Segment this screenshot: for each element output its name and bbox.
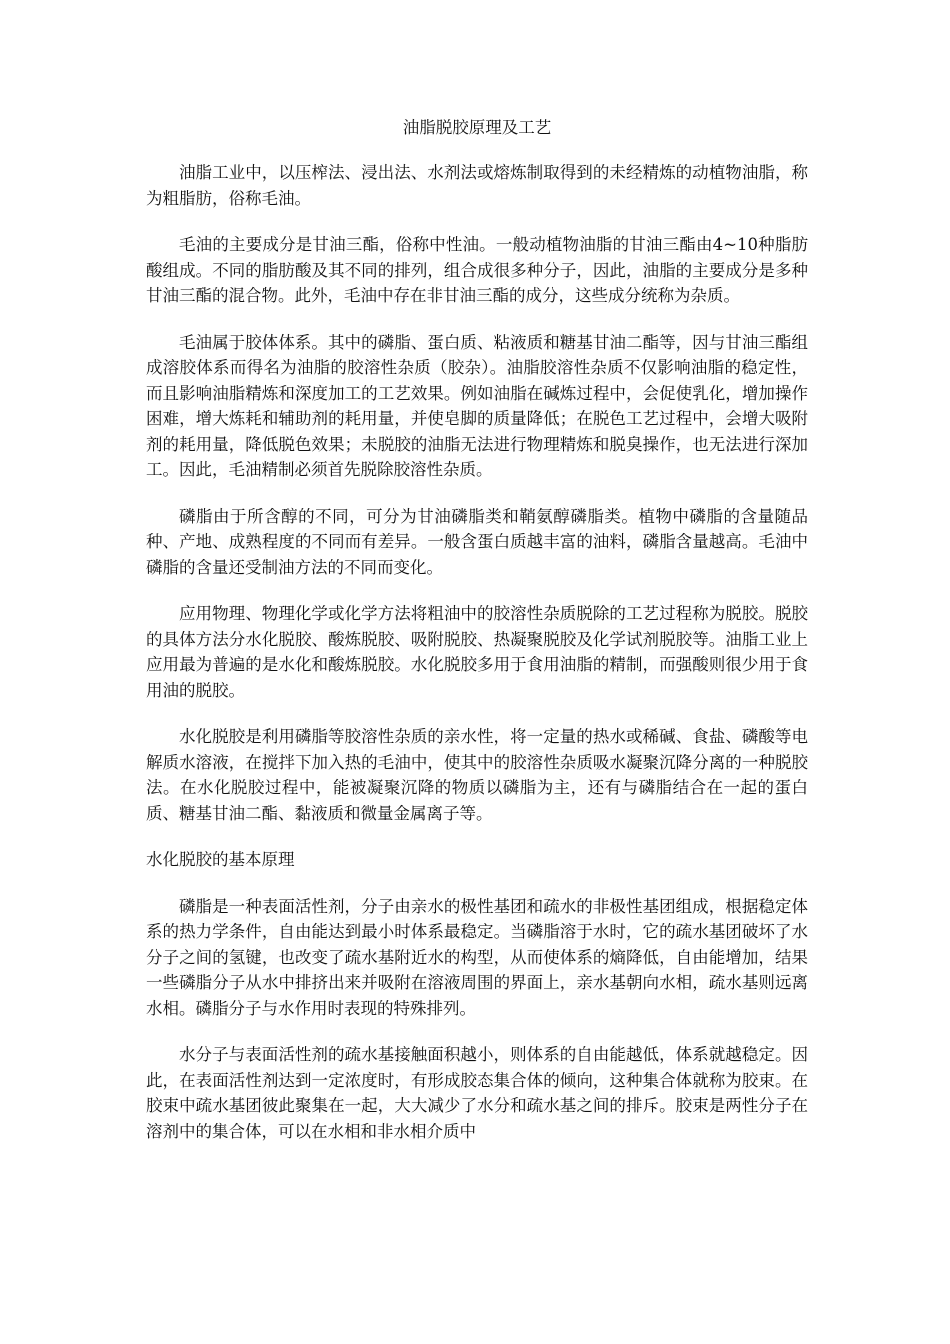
paragraph-degumming-methods: 应用物理、物理化学或化学方法将粗油中的胶溶性杂质脱除的工艺过程称为脱胶。脱胶的具体方法分水化脱胶、酸炼脱胶、吸附脱胶、热凝聚脱胶及化学试剂脱胶等。油脂工业上应用最为普遍的是水化和酸炼脱胶。水化脱胶多用于食用油脂的精制，而强酸则很少用于食用油的脱胶。	[146, 604, 808, 700]
paragraph-surfactant: 磷脂是一种表面活性剂，分子由亲水的极性基团和疏水的非极性基团组成，根据稳定体系的热力学条件，自由能达到最小时体系最稳定。当磷脂溶于水时，它的疏水基团破坏了水分子之间的氢键，也改变了疏水基附近水的构型，从而使体系的熵降低，自由能增加，结果一些磷脂分子从水中排挤出来并吸附在溶液周围的界面上，亲水基朝向水相，疏水基则远离水相。磷脂分子与水作用时表现的特殊排列。	[146, 896, 808, 1018]
document-title: 油脂脱胶原理及工艺	[402, 118, 552, 137]
paragraph-composition: 毛油的主要成分是甘油三酯，俗称中性油。一般动植物油脂的甘油三酯由4~10种脂肪酸组成。不同的脂肪酸及其不同的排列，组合成很多种分子，因此，油脂的主要成分是多种甘油三酯的混合物。此外，毛油中存在非甘油三酯的成分，这些成分统称为杂质。	[146, 235, 808, 305]
document-body	[146, 160, 808, 1165]
paragraph-micelle: 水分子与表面活性剂的疏水基接触面积越小，则体系的自由能越低，体系就越稳定。因此，在表面活性剂达到一定浓度时，有形成胶态集合体的倾向，这种集合体就称为胶束。在胶束中疏水基团彼此聚集在一起，大大减少了水分和疏水基之间的排斥。胶束是两性分子在溶剂中的集合体，可以在水相和非水相介质中	[146, 1045, 808, 1141]
paragraph-crude-oil: 油脂工业中，以压榨法、浸出法、水剂法或熔炼制取得到的未经精炼的动植物油脂，称为粗脂肪，俗称毛油。	[146, 163, 808, 208]
document-page	[146, 0, 808, 1344]
paragraph-phospholipids: 磷脂由于所含醇的不同，可分为甘油磷脂类和鞘氨醇磷脂类。植物中磷脂的含量随品种、产地、成熟程度的不同而有差异。一般含蛋白质越丰富的油料，磷脂含量越高。毛油中磷脂的含量还受制油方法的不同而变化。	[146, 506, 808, 577]
paragraph-hydration-degumming: 水化脱胶是利用磷脂等胶溶性杂质的亲水性，将一定量的热水或稀碱、食盐、磷酸等电解质水溶液，在搅拌下加入热的毛油中，使其中的胶溶性杂质吸水凝聚沉降分离的一种脱胶法。在水化脱胶过程中，能被凝聚沉降的物质以磷脂为主，还有与磷脂结合在一起的蛋白质、糖基甘油二酯、黏液质和微量金属离子等。	[146, 727, 808, 823]
paragraph-colloid-system: 毛油属于胶体体系。其中的磷脂、蛋白质、粘液质和糖基甘油二酯等，因与甘油三酯组成溶胶体系而得名为油脂的胶溶性杂质（胶杂）。油脂胶溶性杂质不仅影响油脂的稳定性，而且影响油脂精炼和深度加工的工艺效果。例如油脂在碱炼过程中，会促使乳化，增加操作困难，增大炼耗和辅助剂的耗用量，并使皂脚的质量降低；在脱色工艺过程中，会增大吸附剂的耗用量，降低脱色效果；未脱胶的油脂无法进行物理精炼和脱臭操作，也无法进行深加工。因此，毛油精制必须首先脱除胶溶性杂质。	[146, 332, 808, 479]
section-heading-principle: 水化脱胶的基本原理	[146, 850, 295, 869]
